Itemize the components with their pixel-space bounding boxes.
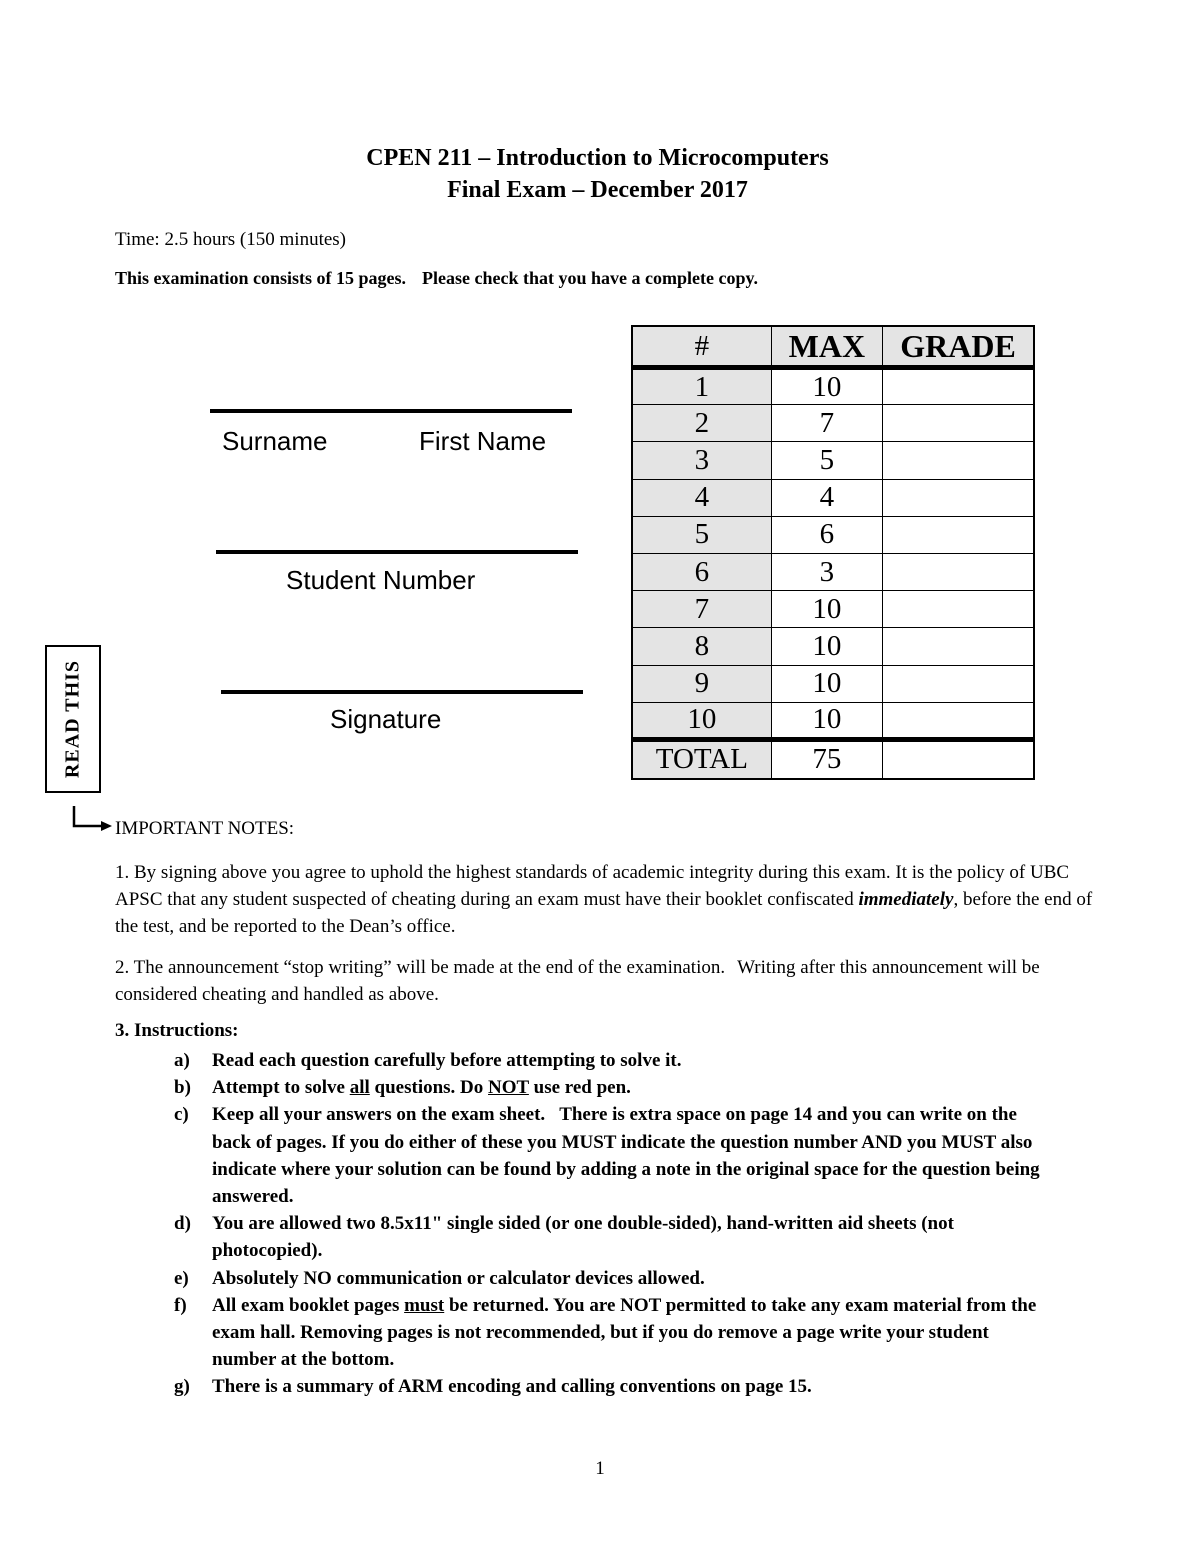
table-row — [632, 479, 1034, 516]
max-score: 4 — [771, 479, 882, 516]
page-count-note — [115, 268, 758, 289]
exam-duration: Time: 2.5 hours (150 minutes) — [115, 229, 346, 250]
list-item — [174, 1210, 1054, 1264]
surname-label: Surname — [222, 426, 328, 456]
note1-text: 1. By signing above you agree to uphold the highest standards of academic integrity during this exam. It is the policy of UBC APSC that any student suspected of cheating during an exam must have their booklet confiscated — [115, 862, 1070, 910]
item-text: There is extra space on page 14 and you can write on the back of pages. If you do either of these you MUST indicate the question number AND you MUST also indicate where your solution can be found by adding a note in the original space for the question being answered. — [212, 1104, 1040, 1208]
table-row — [632, 442, 1034, 479]
name-line[interactable] — [210, 409, 572, 413]
grade-cell[interactable] — [883, 368, 1034, 405]
item-label: a) — [174, 1050, 190, 1071]
grade-cell[interactable] — [883, 591, 1034, 628]
grade-cell[interactable] — [883, 702, 1034, 739]
item-text: Absolutely NO communication or calculator devices allowed. — [212, 1267, 705, 1289]
item-label: c) — [174, 1104, 189, 1126]
note1-emphasis: immediately — [858, 889, 954, 910]
question-number: 3 — [632, 442, 771, 479]
course-title: CPEN 211 – Introduction to Microcomputers — [366, 145, 829, 171]
item-emphasis: must — [404, 1294, 445, 1316]
list-item — [174, 1101, 1054, 1210]
table-row — [632, 702, 1034, 739]
grade-cell[interactable] — [883, 405, 1034, 442]
note-stop-writing — [115, 954, 1105, 1008]
item-text: questions. Do — [369, 1077, 489, 1099]
item-text: Attempt to solve — [212, 1077, 350, 1099]
student-number-line[interactable] — [216, 550, 578, 554]
student-number-label: Student Number — [286, 565, 476, 595]
exam-title: Final Exam – December 2017 — [447, 177, 748, 203]
list-item — [174, 1074, 1054, 1101]
table-row — [632, 368, 1034, 405]
pages-note: This examination consists of 15 pages. — [115, 268, 407, 288]
question-number: 4 — [632, 479, 771, 516]
table-row — [632, 553, 1034, 590]
grade-cell[interactable] — [883, 442, 1034, 479]
max-score: 10 — [771, 665, 882, 702]
question-number: 9 — [632, 665, 771, 702]
max-score: 7 — [771, 405, 882, 442]
max-score: 10 — [771, 591, 882, 628]
item-label: e) — [174, 1267, 189, 1289]
question-number: 5 — [632, 516, 771, 553]
item-label: g) — [174, 1376, 190, 1398]
max-header: MAX — [771, 326, 882, 368]
check-note: Please check that you have a complete copy. — [422, 268, 758, 288]
first-name-label: First Name — [419, 426, 547, 456]
total-grade-cell[interactable] — [883, 739, 1034, 779]
signature-label: Signature — [330, 704, 442, 734]
question-number: 2 — [632, 405, 771, 442]
grade-cell[interactable] — [883, 516, 1034, 553]
note1-text-end: , before the end of the test, and be reported to the Dean’s office. — [115, 889, 1093, 937]
question-number-header: # — [632, 326, 771, 368]
item-label: f) — [174, 1294, 187, 1316]
list-item — [174, 1292, 1054, 1374]
item-emphasis: NOT — [488, 1077, 529, 1099]
grade-cell[interactable] — [883, 628, 1034, 665]
max-score: 6 — [771, 516, 882, 553]
question-number: 7 — [632, 591, 771, 628]
total-label: TOTAL — [632, 739, 771, 779]
note-academic-integrity — [115, 859, 1105, 940]
table-row — [632, 665, 1034, 702]
signature-line[interactable] — [221, 690, 583, 694]
grade-table-header — [632, 326, 1034, 368]
list-item — [174, 1047, 1054, 1074]
read-this-box — [45, 645, 101, 793]
table-row — [632, 405, 1034, 442]
page-number: 1 — [595, 1458, 605, 1479]
table-row — [632, 516, 1034, 553]
list-item — [174, 1265, 1054, 1292]
item-text: You are allowed two 8.5x11" single sided (or one double-sided), hand-written aid sheets (not photocopied). — [212, 1213, 954, 1262]
grade-table — [631, 325, 1035, 780]
total-row — [632, 739, 1034, 779]
item-label: b) — [174, 1077, 191, 1099]
max-score: 10 — [771, 702, 882, 739]
max-score: 5 — [771, 442, 882, 479]
grade-cell[interactable] — [883, 665, 1034, 702]
question-number: 1 — [632, 368, 771, 405]
question-number: 6 — [632, 553, 771, 590]
arrow-right-icon — [68, 806, 114, 838]
instructions-list — [174, 1047, 1054, 1401]
important-notes-heading: IMPORTANT NOTES: — [115, 818, 295, 839]
grade-header: GRADE — [883, 326, 1034, 368]
item-text: Read each question carefully before attempting to solve it. — [212, 1050, 682, 1071]
table-row — [632, 591, 1034, 628]
max-score: 10 — [771, 628, 882, 665]
read-this-label: READ THIS — [61, 659, 84, 779]
item-text: All exam booklet pages — [212, 1294, 405, 1316]
note2-text: 2. The announcement “stop writing” will be made at the end of the examination. — [115, 957, 726, 978]
note2-text-end: Writing after this announcement will be considered cheating and handled as above. — [115, 957, 1040, 1005]
instructions-heading: 3. Instructions: — [115, 1020, 239, 1041]
list-item — [174, 1373, 1054, 1400]
item-label: d) — [174, 1213, 191, 1235]
total-max: 75 — [771, 739, 882, 779]
table-row — [632, 628, 1034, 665]
grade-cell[interactable] — [883, 553, 1034, 590]
max-score: 3 — [771, 553, 882, 590]
item-emphasis: all — [349, 1077, 370, 1099]
item-text: use red pen. — [528, 1077, 631, 1099]
item-text: be returned. You are NOT permitted to take any exam material from the exam hall. Removing pages is not recommended, but if you do remove a page write your student number at the bottom. — [212, 1294, 1037, 1371]
question-number: 10 — [632, 702, 771, 739]
item-text: There is a summary of ARM encoding and calling conventions on page 15. — [212, 1376, 812, 1398]
max-score: 10 — [771, 368, 882, 405]
grade-cell[interactable] — [883, 479, 1034, 516]
question-number: 8 — [632, 628, 771, 665]
item-text: Keep all your answers on the exam sheet. — [212, 1104, 546, 1126]
